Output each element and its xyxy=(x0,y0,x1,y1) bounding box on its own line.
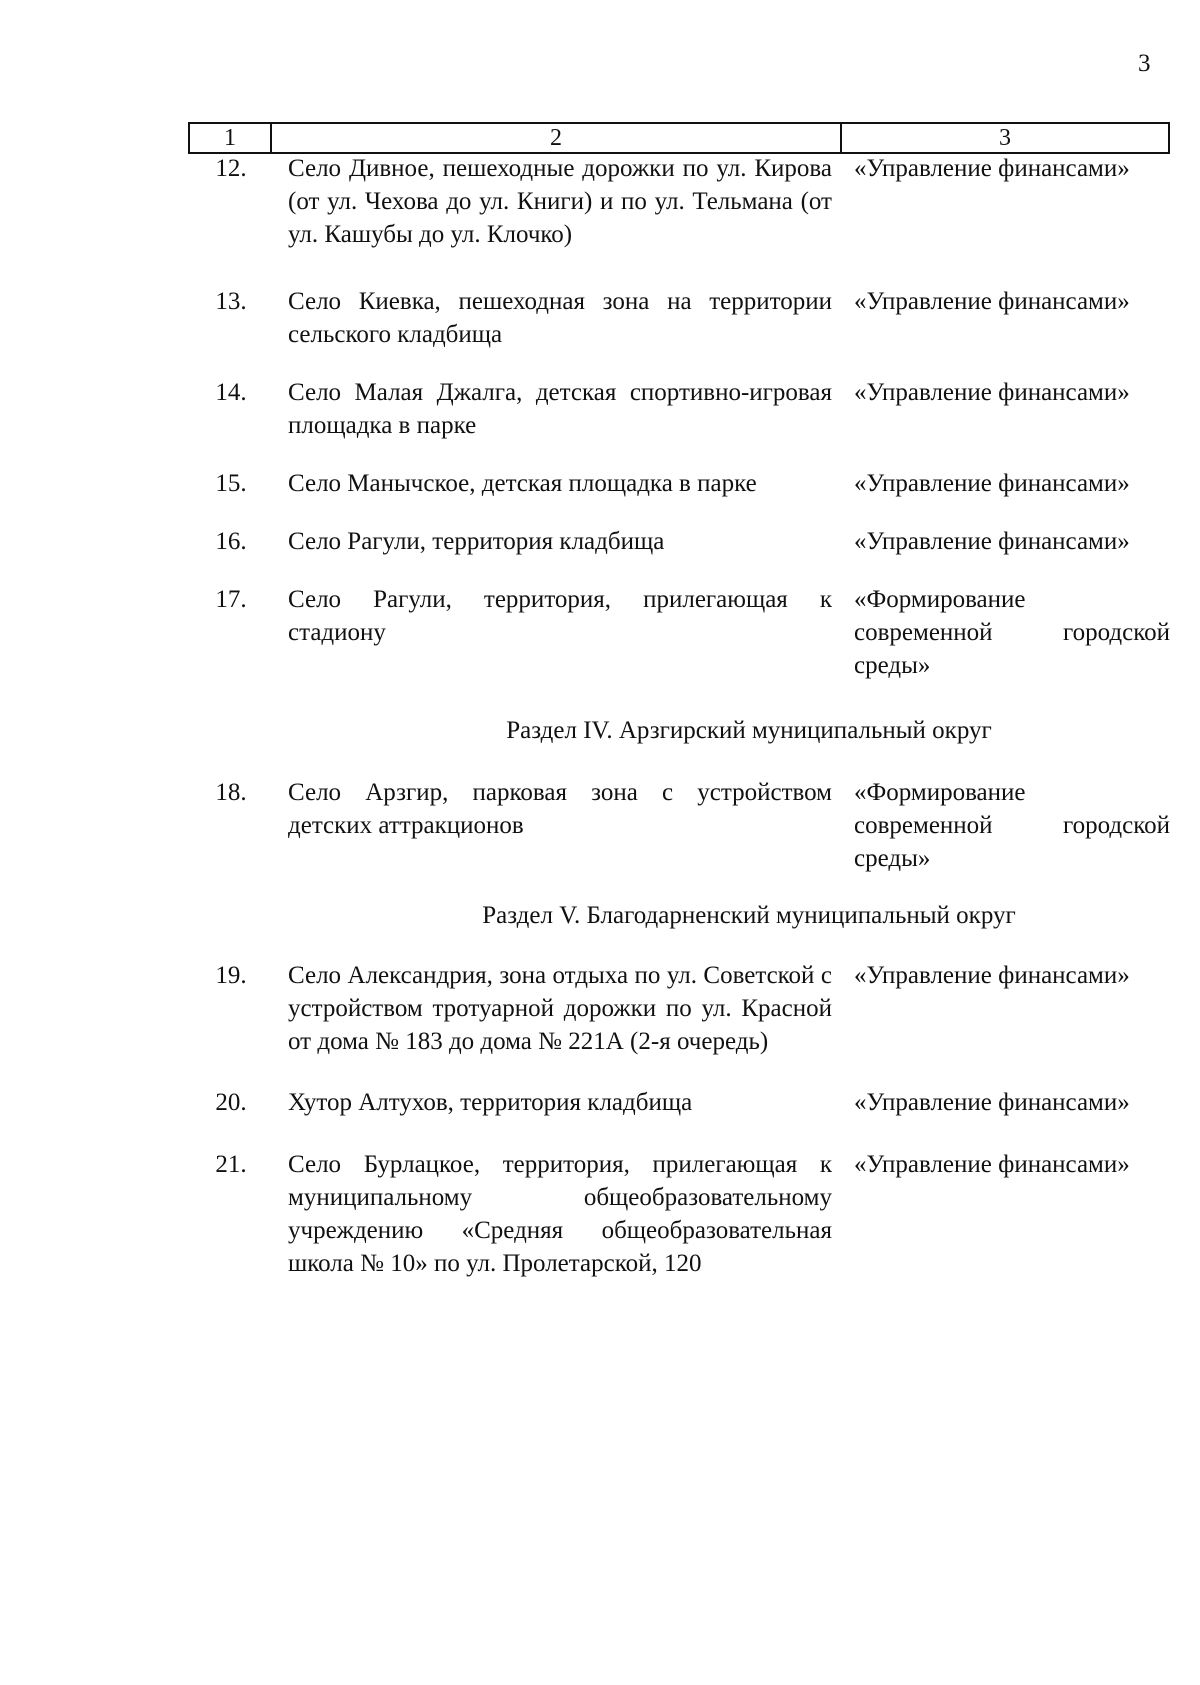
row-place: Село Киевка, пешеходная зона на территории сельского кладбища xyxy=(288,288,832,348)
row-number: 16. xyxy=(215,528,247,555)
row-place: Село Рагули, территория кладбища xyxy=(288,528,665,555)
row-program: «Управление финансами» xyxy=(854,1151,1130,1178)
table-row xyxy=(188,152,1170,251)
row-number: 15. xyxy=(215,470,247,497)
row-program: «Управление финансами» xyxy=(854,155,1130,182)
table-row xyxy=(188,1086,1170,1119)
row-program: «Формирование современной городской среды» xyxy=(854,779,1170,872)
table-row xyxy=(188,959,1170,1058)
row-number: 18. xyxy=(215,779,247,806)
row-place: Село Александрия, зона отдыха по ул. Советской с устройством тротуарной дорожки по ул. Красной от дома № 183 до дома № 221А (2-я очередь) xyxy=(288,962,832,1055)
table-row xyxy=(188,376,1170,442)
page-number: 3 xyxy=(1138,50,1151,77)
header-col-3: 3 xyxy=(999,124,1011,151)
row-program: «Управление финансами» xyxy=(854,288,1130,315)
row-number: 19. xyxy=(215,962,247,989)
row-place: Село Манычское, детская площадка в парке xyxy=(288,470,757,497)
row-number: 17. xyxy=(215,586,247,613)
row-place: Хутор Алтухов, территория кладбища xyxy=(288,1089,693,1116)
row-place: Село Бурлацкое, территория, прилегающая к муниципальному общеобразовательному учреждению «Средняя общеобразовательная школа № 10» по ул. Пролетарской, 120 xyxy=(288,1151,832,1277)
row-number: 21. xyxy=(215,1151,247,1178)
row-program: «Управление финансами» xyxy=(854,379,1130,406)
table-header xyxy=(188,122,1170,154)
header-col-1: 1 xyxy=(190,124,272,152)
row-place: Село Дивное, пешеходные дорожки по ул. Кирова (от ул. Чехова до ул. Книги) и по ул. Тельмана (от ул. Кашубы до ул. Клочко) xyxy=(288,155,832,248)
row-program: «Управление финансами» xyxy=(854,1089,1130,1116)
row-program: «Управление финансами» xyxy=(854,470,1130,497)
row-number: 12. xyxy=(215,155,247,182)
row-place: Село Рагули, территория, прилегающая к стадиону xyxy=(288,586,832,646)
section-title-v: Раздел V. Благодарненский муниципальный округ xyxy=(482,902,1016,929)
row-number: 20. xyxy=(215,1089,247,1116)
row-program: «Управление финансами» xyxy=(854,528,1130,555)
section-title-iv: Раздел IV. Арзгирский муниципальный округ xyxy=(506,717,992,744)
table-row xyxy=(188,467,1170,500)
table-body xyxy=(188,152,1170,1280)
row-program: «Управление финансами» xyxy=(854,962,1130,989)
row-number: 13. xyxy=(215,288,247,315)
table-row xyxy=(188,525,1170,558)
table-row xyxy=(188,776,1170,875)
row-program: «Формирование современной городской среды» xyxy=(854,586,1170,679)
row-number: 14. xyxy=(215,379,247,406)
row-place: Село Малая Джалга, детская спортивно-игровая площадка в парке xyxy=(288,379,832,439)
table-row xyxy=(188,1148,1170,1280)
header-col-2: 2 xyxy=(272,124,842,152)
table-row xyxy=(188,583,1170,682)
table-row xyxy=(188,285,1170,351)
row-place: Село Арзгир, парковая зона с устройством детских аттракционов xyxy=(288,779,832,839)
